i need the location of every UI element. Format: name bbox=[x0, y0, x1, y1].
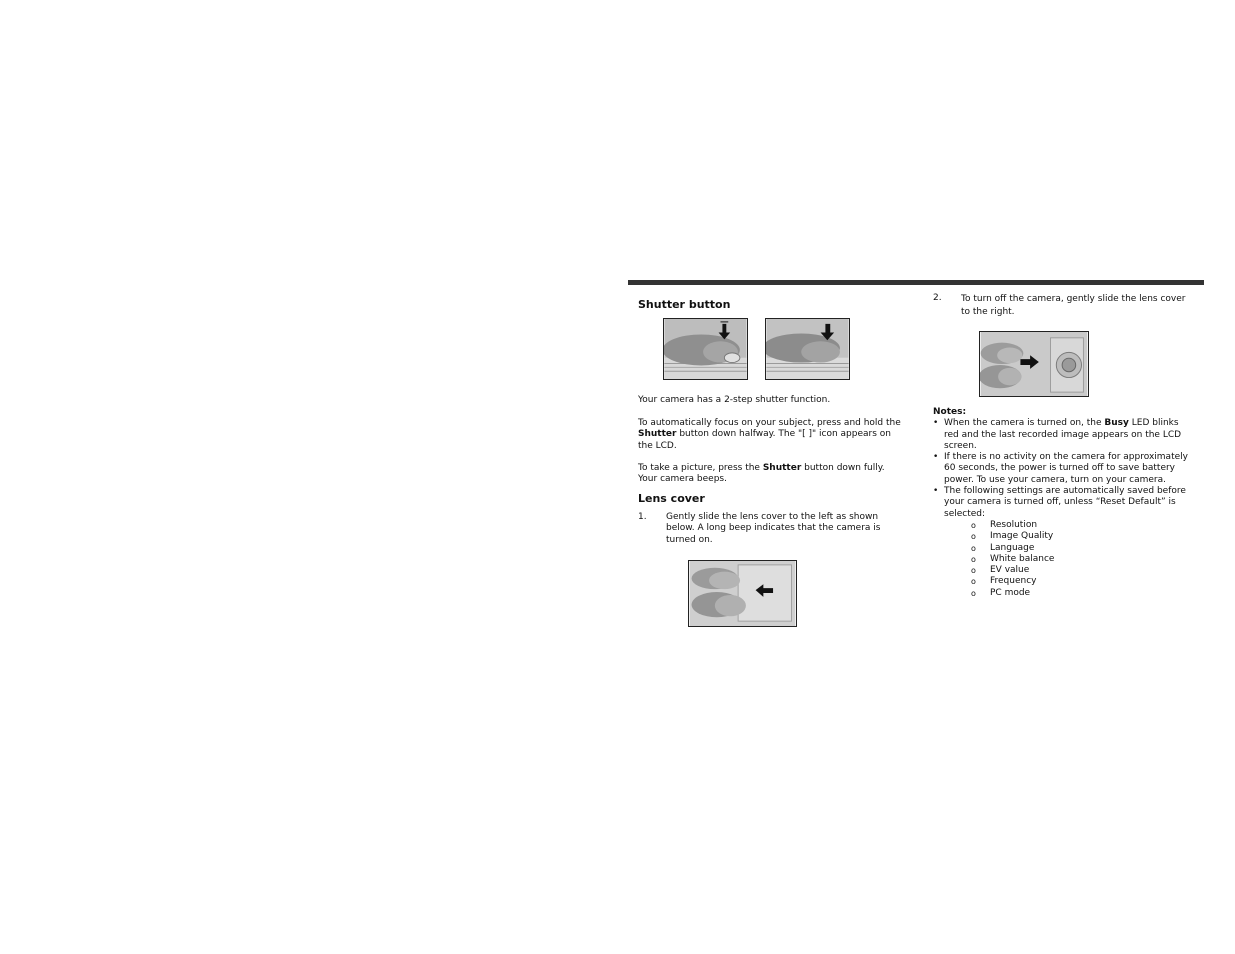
shutter-heading: Shutter button bbox=[638, 298, 731, 311]
lens-cover-open-image bbox=[689, 561, 796, 626]
note-item-busy-led: • When the camera is turned on, the Busy LED blinks red and the last recorded image appears on the LCD screen. bbox=[933, 418, 1193, 452]
note-item-saved-settings: • The following settings are automatically saved before your camera is turned off, unless “Reset Default” is selected: o Resolution o Image Quality o Language o White balance o EV value o Frequency o PC mode bbox=[933, 486, 1193, 599]
lens-step-1-number: 1. bbox=[638, 512, 647, 522]
shutter-capture-text: To take a picture, press the Shutter button down fully. Your camera beeps. bbox=[638, 463, 885, 485]
shutter-full-press-photo bbox=[765, 318, 850, 380]
lens-cover-close-photo bbox=[979, 331, 1089, 397]
lens-step-1-text: Gently slide the lens cover to the left as shown below. A long beep indicates that the camera is turned on. bbox=[666, 512, 881, 545]
setting-item: o EV value bbox=[944, 565, 1193, 576]
notes-list bbox=[933, 418, 1193, 599]
notes-section bbox=[933, 407, 1193, 599]
setting-item: o Language bbox=[944, 543, 1193, 554]
note-item-auto-power-off: • If there is no activity on the camera for approximately 60 seconds, the power is turned off to save battery power. To use your camera, turn on your camera. bbox=[933, 452, 1193, 486]
lens-cover-heading: Lens cover bbox=[638, 492, 705, 505]
shutter-half-press-photo bbox=[663, 318, 748, 380]
setting-item: o Resolution bbox=[944, 520, 1193, 531]
lens-cover-close-image bbox=[980, 332, 1088, 396]
setting-item: o Frequency bbox=[944, 576, 1193, 587]
header-rule bbox=[628, 280, 1204, 285]
shutter-half-press-image bbox=[664, 319, 747, 379]
lens-cover-open-photo bbox=[688, 560, 797, 627]
lens-step-2-text: To turn off the camera, gently slide the lens cover to the right. bbox=[961, 294, 1186, 317]
setting-item: o PC mode bbox=[944, 588, 1193, 599]
notes-title: Notes: bbox=[933, 407, 967, 417]
shutter-intro-text: Your camera has a 2-step shutter function. bbox=[638, 395, 831, 405]
shutter-focus-text: To automatically focus on your subject, press and hold the Shutter button down halfway. The "[ ]" icon appears on the LCD. bbox=[638, 418, 901, 451]
setting-item: o Image Quality bbox=[944, 531, 1193, 542]
setting-item: o White balance bbox=[944, 554, 1193, 565]
saved-settings-list bbox=[944, 520, 1193, 599]
shutter-full-press-image bbox=[766, 319, 849, 379]
lens-step-2-number: 2. bbox=[933, 293, 942, 303]
